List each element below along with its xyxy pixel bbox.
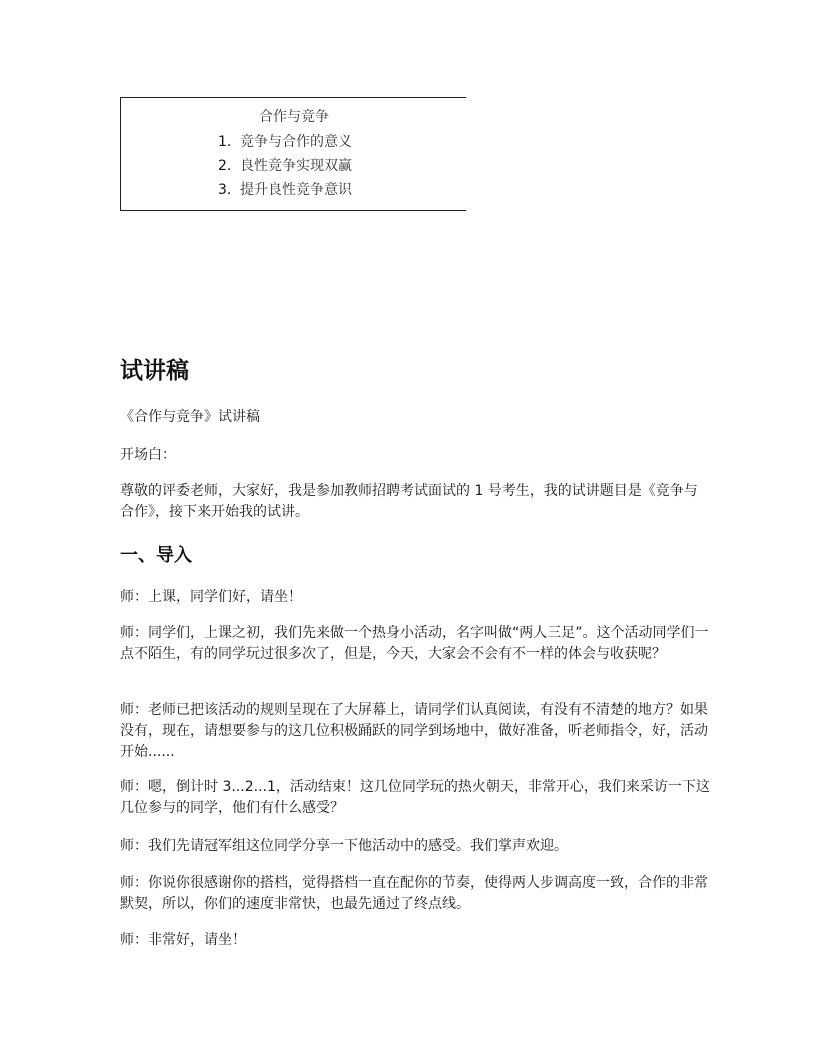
paragraph: 师：同学们，上课之初，我们先来做一个热身小活动，名字叫做“两人三足”。这个活动同学们一点不陌生，有的同学玩过很多次了，但是，今天，大家会不会有不一样的体会与收获呢？ [120,625,709,662]
outline-box [120,97,466,211]
outline-item [218,131,352,151]
outline-item [218,155,352,175]
outline-item-text: 竞争与合作的意义 [240,134,352,150]
outline-item-number: 1. [218,134,232,150]
paragraph: 师：老师已把该活动的规则呈现在了大屏幕上，请同学们认真阅读，有没有不清楚的地方？如果没有，现在，请想要参与的这几位积极踊跃的同学到场地中，做好准备，听老师指令，好，活动开始...... [120,702,708,760]
paragraph: 师：你说你很感谢你的搭档，觉得搭档一直在配你的节奏，使得两人步调高度一致，合作的非常默契，所以，你们的速度非常快，也最先通过了终点线。 [120,875,708,912]
outline-item-number: 2. [218,158,232,174]
paragraph: 师：我们先请冠军组这位同学分享一下他活动中的感受。我们掌声欢迎。 [120,838,568,854]
document-subtitle: 《合作与竞争》试讲稿 [120,409,260,425]
outline-title: 合作与竞争 [259,109,329,125]
outline-item-number: 3. [218,182,232,198]
document-title: 试讲稿 [120,358,189,384]
paragraph: 师：非常好，请坐！ [120,932,246,948]
opening-label: 开场白： [120,447,176,463]
outline-item [218,179,352,199]
outline-item-text: 提升良性竞争意识 [240,182,352,198]
paragraph: 师：嗯，倒计时 3...2...1，活动结束！这几位同学玩的热火朝天，非常开心，我们来采访一下这几位参与的同学，他们有什么感受？ [120,779,710,816]
section-heading-intro: 一、导入 [120,545,192,566]
outline-item-text: 良性竞争实现双赢 [240,158,352,174]
opening-paragraph: 尊敬的评委老师，大家好，我是参加教师招聘考试面试的 1 号考生，我的试讲题目是《竞争与合作》，接下来开始我的试讲。 [120,483,698,520]
paragraph: 师：上课，同学们好，请坐！ [120,589,302,605]
